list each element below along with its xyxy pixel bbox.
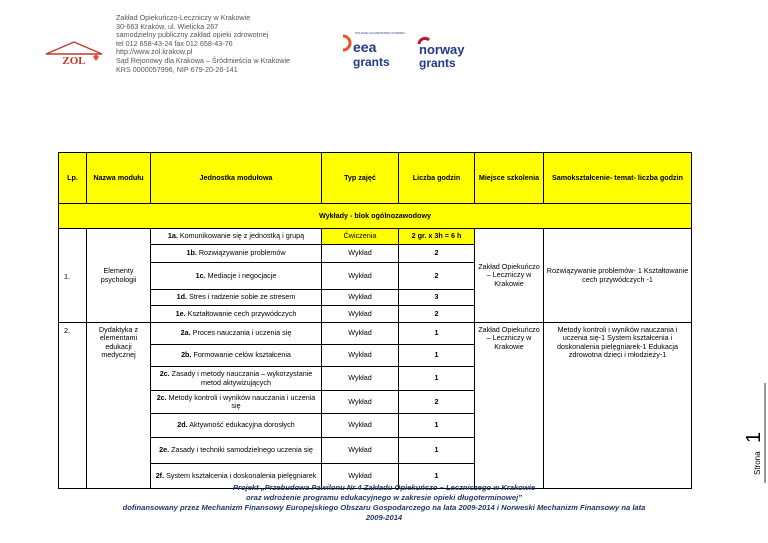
svg-text:grants: grants bbox=[353, 55, 390, 69]
table-row bbox=[59, 323, 692, 345]
module1-name: Elementy psychologii bbox=[87, 229, 151, 323]
unit-cell: 1b. Rozwiązywanie problemów bbox=[151, 245, 322, 263]
institution-name: Zakład Opiekuńczo-Leczniczy w Krakowie bbox=[116, 13, 251, 22]
institution-info bbox=[116, 14, 290, 74]
type-cell: Wykład bbox=[322, 464, 399, 489]
module2-name: Dydaktyka z elementami edukacji medycznej bbox=[87, 323, 151, 489]
section-row bbox=[59, 204, 692, 229]
module2-place: Zakład Opiekuńczo – Leczniczy w Krakowie bbox=[475, 323, 544, 489]
hours-cell: 1 bbox=[399, 367, 475, 391]
institution-court: Sąd Rejonowy dla Krakowa – Śródmieścia w Krakowie bbox=[116, 55, 291, 65]
hours-cell: 2 bbox=[399, 263, 475, 290]
footer-line-1: Projekt „Przebudowa Pawilonu Nr 4 Zakładu Opiekuńczo – Leczniczego w Krakowie bbox=[232, 483, 536, 492]
zol-logo-text: ZOL bbox=[62, 55, 86, 67]
type-cell: Wykład bbox=[322, 290, 399, 306]
unit-cell: 2d. Aktywność edukacyjna dorosłych bbox=[151, 414, 322, 438]
unit-cell: 2b. Formowanie celów kształcenia bbox=[151, 345, 322, 367]
type-cell: Wykład bbox=[322, 263, 399, 290]
type-cell: Wykład bbox=[322, 367, 399, 391]
header-self-study: Samokształcenie- temat- liczba godzin bbox=[544, 153, 692, 204]
hours-cell: 1 bbox=[399, 438, 475, 464]
svg-text:grants: grants bbox=[419, 56, 456, 70]
type-cell: Wykład bbox=[322, 245, 399, 263]
module1-self-study: Rozwiązywanie problemów- 1 Kształtowanie cech przywódczych -1 bbox=[544, 229, 692, 323]
header-module-name: Nazwa modułu bbox=[87, 153, 151, 204]
type-cell: Wykład bbox=[322, 414, 399, 438]
module2-lp: 2. bbox=[59, 323, 87, 489]
zol-logo bbox=[44, 40, 104, 68]
hours-cell: 1 bbox=[399, 414, 475, 438]
header-lp: Lp. bbox=[59, 153, 87, 204]
hours-cell: 1 bbox=[399, 323, 475, 345]
unit-cell: 2a. Proces nauczania i uczenia się bbox=[151, 323, 322, 345]
institution-address: 30-663 Kraków, ul. Wielicka 267 bbox=[116, 21, 219, 31]
page-label: Strona bbox=[753, 451, 762, 475]
module2-self-study: Metody kontroli i wyników nauczania i uczenia się-1 System kształcenia i doskonalenia pielęgniarek-1 Edukacja zdrowotna dzieci i młodzieży-1 bbox=[544, 323, 692, 489]
hours-cell: 2 gr. x 3h = 6 h bbox=[399, 229, 475, 245]
hours-cell: 1 bbox=[399, 464, 475, 489]
institution-website[interactable]: http://www.zol.krakow.pl bbox=[116, 47, 193, 57]
page-number bbox=[737, 383, 768, 483]
type-cell: Wykład bbox=[322, 391, 399, 414]
institution-krs: KRS 0000057996, NIP 679-20-26-141 bbox=[116, 64, 238, 74]
type-cell: Ćwiczenia bbox=[322, 229, 399, 245]
unit-cell: 1c. Mediacje i negocjacje bbox=[151, 263, 322, 290]
hours-cell: 2 bbox=[399, 306, 475, 323]
hours-cell: 3 bbox=[399, 290, 475, 306]
module1-lp: 1. bbox=[59, 229, 87, 323]
unit-cell: 2c. Zasady i metody nauczania – wykorzystanie metod aktywizujących bbox=[151, 367, 322, 391]
header-unit: Jednostka modułowa bbox=[151, 153, 322, 204]
hours-cell: 2 bbox=[399, 245, 475, 263]
type-cell: Wykład bbox=[322, 306, 399, 323]
page-number-value: 1 bbox=[743, 431, 765, 443]
unit-cell: 2c. Metody kontroli i wyników nauczania i uczenia się bbox=[151, 391, 322, 414]
footer-line-3: dofinansowany przez Mechanizm Finansowy Europejskiego Obszaru Gospodarczego na lata 2009-2014 i Norweski Mechanizm Finansowy na lata bbox=[122, 503, 646, 512]
unit-cell: 1e. Kształtowanie cech przywódczych bbox=[151, 306, 322, 323]
svg-text:norway: norway bbox=[419, 42, 465, 57]
type-cell: Wykład bbox=[322, 438, 399, 464]
table-header-row bbox=[59, 153, 692, 204]
header-place: Miejsce szkolenia bbox=[475, 153, 544, 204]
training-program-table bbox=[58, 152, 692, 489]
unit-cell: 2f. System kształcenia i doskonalenia pielęgniarek bbox=[151, 464, 322, 489]
table-row bbox=[59, 229, 692, 245]
section-title: Wykłady - blok ogólnozawodowy bbox=[59, 204, 692, 229]
hours-cell: 1 bbox=[399, 345, 475, 367]
header-type: Typ zajęć bbox=[322, 153, 399, 204]
footer-line-2: oraz wdrożenie programu edukacyjnego w zakresie opieki długoterminowej” bbox=[246, 493, 522, 502]
svg-text:POLSKIE LICHTENSTEIN NORWEGIA: POLSKIE LICHTENSTEIN NORWEGIA bbox=[355, 31, 405, 35]
svg-text:eea: eea bbox=[353, 39, 377, 55]
header-hours: Liczba godzin bbox=[399, 153, 475, 204]
unit-cell: 1d. Stres i radzenie sobie ze stresem bbox=[151, 290, 322, 306]
norway-grants-logo bbox=[417, 36, 477, 71]
hours-cell: 2 bbox=[399, 391, 475, 414]
institution-type: samodzielny publiczny zakład opieki zdrowotnej bbox=[116, 30, 269, 40]
eea-grants-logo bbox=[335, 26, 405, 71]
unit-cell: 1a. Komunikowanie się z jednostką i grupą bbox=[151, 229, 322, 245]
type-cell: Wykład bbox=[322, 345, 399, 367]
institution-phone: tel 012 658-43-24 fax 012 658-43-76 bbox=[116, 38, 233, 48]
footer-line-4: 2009-2014 bbox=[365, 513, 403, 522]
module1-place: Zakład Opiekuńczo – Leczniczy w Krakowie bbox=[475, 229, 544, 323]
project-footer bbox=[0, 483, 768, 523]
type-cell: Wykład bbox=[322, 323, 399, 345]
unit-cell: 2e. Zasady i techniki samodzielnego uczenia się bbox=[151, 438, 322, 464]
